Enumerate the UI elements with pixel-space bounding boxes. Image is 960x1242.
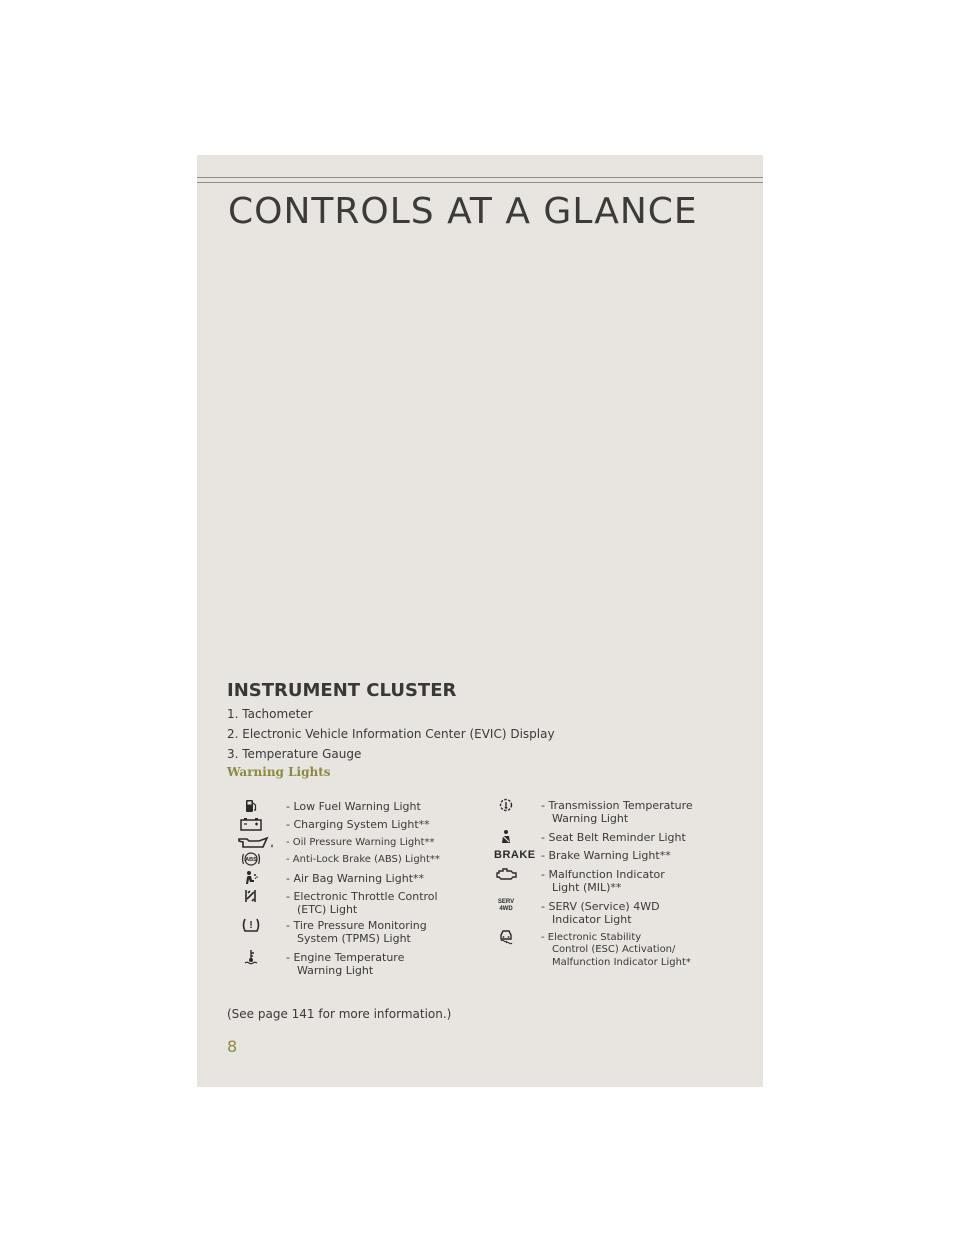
fuel-pump-icon	[239, 798, 263, 814]
list-item: 1. Tachometer	[227, 707, 313, 721]
warning-lights-heading: Warning Lights	[227, 765, 331, 779]
esc-icon	[494, 929, 518, 945]
battery-icon	[239, 816, 263, 832]
engine-check-icon	[494, 866, 518, 882]
svg-text:ABS: ABS	[245, 857, 257, 864]
warning-light-label: - Malfunction Indicator	[541, 868, 665, 881]
warning-light-label-continued: Warning Light	[297, 964, 374, 977]
section-title: CONTROLS AT A GLANCE	[228, 191, 698, 232]
warning-light-label-continued: System (TPMS) Light	[297, 932, 411, 945]
footnote: (See page 141 for more information.)	[227, 1007, 452, 1021]
warning-light-label: - Low Fuel Warning Light	[286, 800, 421, 813]
page-number: 8	[227, 1037, 238, 1056]
cluster-items	[227, 704, 555, 764]
warning-light-label-continued: Light (MIL)**	[552, 881, 622, 894]
top-rule-secondary	[197, 182, 763, 183]
airbag-icon	[239, 870, 263, 886]
warning-light-label: - Anti-Lock Brake (ABS) Light**	[286, 854, 440, 865]
abs-icon	[239, 851, 263, 867]
warning-light-label-continued: (ETC) Light	[297, 903, 358, 916]
warning-light-label: - Electronic Stability	[541, 932, 642, 943]
warning-light-label: - Charging System Light**	[286, 818, 430, 831]
warning-light-label-continued: Indicator Light	[552, 913, 632, 926]
transmission-temperature-icon	[494, 797, 518, 813]
instrument-cluster-heading: INSTRUMENT CLUSTER	[227, 680, 457, 701]
svg-text:!: !	[249, 920, 253, 931]
warning-light-label-continued: Warning Light	[552, 812, 629, 825]
warning-light-label: - Oil Pressure Warning Light**	[286, 837, 435, 848]
warning-light-label: - Brake Warning Light**	[541, 849, 671, 862]
warning-light-label: - Seat Belt Reminder Light	[541, 831, 686, 844]
brake-text-icon: BRAKE	[494, 848, 536, 861]
list-item: 3. Temperature Gauge	[227, 747, 362, 761]
warning-light-label-continued: Malfunction Indicator Light*	[552, 957, 691, 968]
serv-4wd-icon: SERV 4WD	[497, 899, 515, 912]
electronic-throttle-icon	[239, 888, 263, 904]
warning-light-label-continued: Control (ESC) Activation/	[552, 944, 676, 955]
manual-page	[197, 155, 763, 1087]
warning-light-label: - Engine Temperature	[286, 951, 405, 964]
warning-light-label: - SERV (Service) 4WD	[541, 900, 660, 913]
warning-light-label: - Transmission Temperature	[541, 799, 693, 812]
warning-light-label: - Electronic Throttle Control	[286, 890, 438, 903]
oil-can-icon	[237, 834, 275, 850]
engine-temperature-icon	[239, 949, 263, 965]
tire-pressure-icon	[239, 917, 263, 933]
top-rule	[197, 177, 763, 178]
warning-light-label: - Tire Pressure Monitoring	[286, 919, 427, 932]
warning-light-label: - Air Bag Warning Light**	[286, 872, 425, 885]
list-item: 2. Electronic Vehicle Information Center (EVIC) Display	[227, 727, 555, 741]
seat-belt-icon	[494, 829, 518, 845]
